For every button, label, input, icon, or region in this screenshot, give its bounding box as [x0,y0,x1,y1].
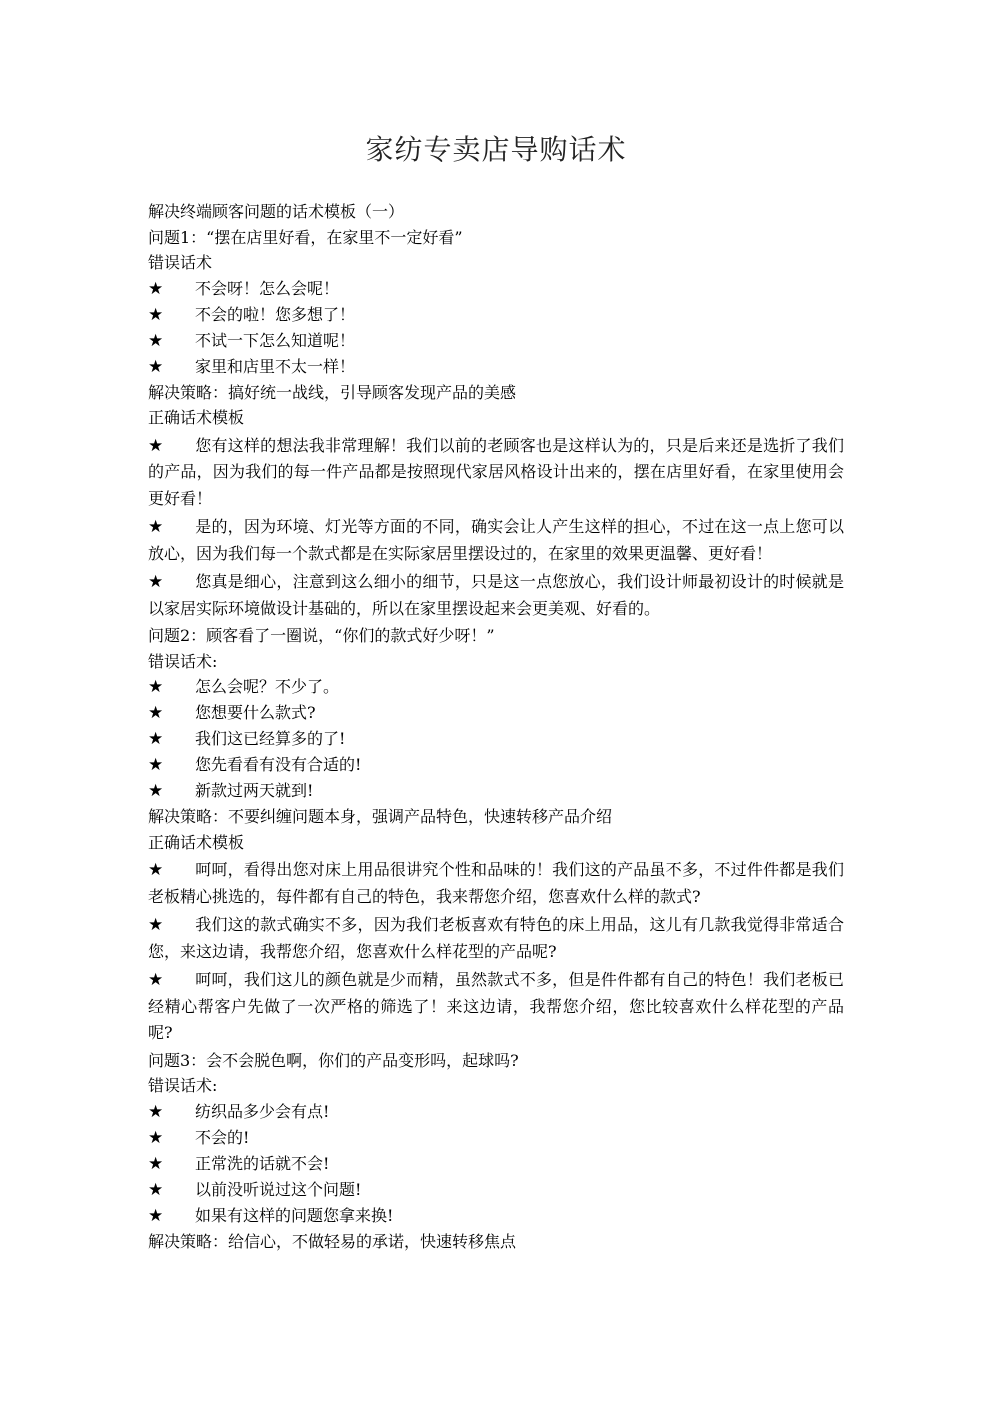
star-bullet-icon: ★ [148,755,164,775]
correct-item: ★ 呵呵，我们这儿的颜色就是少而精，虽然款式不多，但是件件都有自己的特色！我们老板已经精心帮客户先做了一次严格的筛选了！来这边请，我帮您介绍，您比较喜欢什么样花型的产品呢? [148,967,844,1047]
question-1: 问题1：“摆在店里好看，在家里不一定好看” [148,227,463,247]
star-bullet-icon: ★ [148,915,164,935]
wrong-label-2: 错误话术: [148,651,218,671]
star-bullet-icon: ★ [148,1205,164,1226]
correct-label-1: 正确话术模板 [148,408,245,427]
star-bullet-icon: ★ [148,781,164,801]
correct-item: ★ 呵呵，看得出您对床上用品很讲究个性和品味的！我们这的产品虽不多，不过件件都是我们老板精心挑选的，每件都有自己的特色，我来帮您介绍，您喜欢什么样的款式? [148,857,844,910]
wrong-label-3: 错误话术: [148,1076,218,1095]
star-bullet-icon: ★ [148,860,164,880]
wrong-item: ★ 不会呀！怎么会呢！ [148,276,844,302]
star-bullet-icon: ★ [148,677,164,697]
wrong-item: ★ 纺织品多少会有点! [148,1099,844,1125]
star-bullet-icon: ★ [148,1153,164,1174]
star-bullet-icon: ★ [148,1179,164,1200]
correct-item: ★ 您有这样的想法我非常理解！我们以前的老顾客也是这样认为的，只是后来还是选折了我们的产品，因为我们的每一件产品都是按照现代家居风格设计出来的，摆在店里好看，在家里使用会更好看！ [148,433,844,513]
star-bullet-icon: ★ [148,356,164,377]
subtitle: 解决终端顾客问题的话术模板（一） [148,202,405,221]
wrong-item: ★ 不会的! [148,1125,844,1151]
document-body [148,199,844,1254]
question-2: 问题2：顾客看了一圈说，“你们的款式好少呀！” [148,626,495,645]
wrong-item: ★ 怎么会呢？不少了。 [148,674,844,700]
strategy-2: 解决策略：不要纠缠问题本身，强调产品特色，快速转移产品介绍 [148,807,613,826]
wrong-item: ★ 家里和店里不太一样！ [148,354,844,380]
wrong-item: ★ 不试一下怎么知道呢！ [148,328,844,354]
star-bullet-icon: ★ [148,517,164,537]
wrong-item: ★ 新款过两天就到! [148,778,844,804]
strategy-1: 解决策略：搞好统一战线，引导顾客发现产品的美感 [148,382,517,402]
question-3: 问题3：会不会脱色啊，你们的产品变形吗，起球吗? [148,1050,519,1070]
wrong-item: ★ 您想要什么款式? [148,700,844,726]
correct-item: ★ 您真是细心，注意到这么细小的细节，只是这一点您放心，我们设计师最初设计的时候就是以家居实际环境做设计基础的，所以在家里摆设起来会更美观、好看的。 [148,569,844,622]
star-bullet-icon: ★ [148,729,164,749]
star-bullet-icon: ★ [148,1127,164,1148]
document-title: 家纺专卖店导购话术 [365,133,627,166]
wrong-item: ★ 正常洗的话就不会! [148,1151,844,1177]
star-bullet-icon: ★ [148,435,164,456]
correct-label-2: 正确话术模板 [148,832,245,852]
star-bullet-icon: ★ [148,304,164,325]
strategy-3: 解决策略：给信心，不做轻易的承诺，快速转移焦点 [148,1231,517,1251]
wrong-item: ★ 以前没听说过这个问题! [148,1177,844,1203]
star-bullet-icon: ★ [148,278,164,299]
star-bullet-icon: ★ [148,330,164,351]
star-bullet-icon: ★ [148,703,164,723]
correct-item: ★ 我们这的款式确实不多，因为我们老板喜欢有特色的床上用品，这儿有几款我觉得非常适合您，来这边请，我帮您介绍，您喜欢什么样花型的产品呢? [148,912,844,965]
wrong-item: ★ 如果有这样的问题您拿来换! [148,1203,844,1229]
wrong-item: ★ 您先看看有没有合适的! [148,752,844,778]
wrong-item: ★ 我们这已经算多的了! [148,726,844,752]
correct-item: ★ 是的，因为环境、灯光等方面的不同，确实会让人产生这样的担心，不过在这一点上您可以放心，因为我们每一个款式都是在实际家居里摆设过的，在家里的效果更温馨、更好看！ [148,514,844,567]
wrong-item: ★ 不会的啦！您多想了！ [148,302,844,328]
star-bullet-icon: ★ [148,572,164,592]
wrong-label-1: 错误话术 [148,253,213,272]
star-bullet-icon: ★ [148,970,164,990]
star-bullet-icon: ★ [148,1101,164,1122]
